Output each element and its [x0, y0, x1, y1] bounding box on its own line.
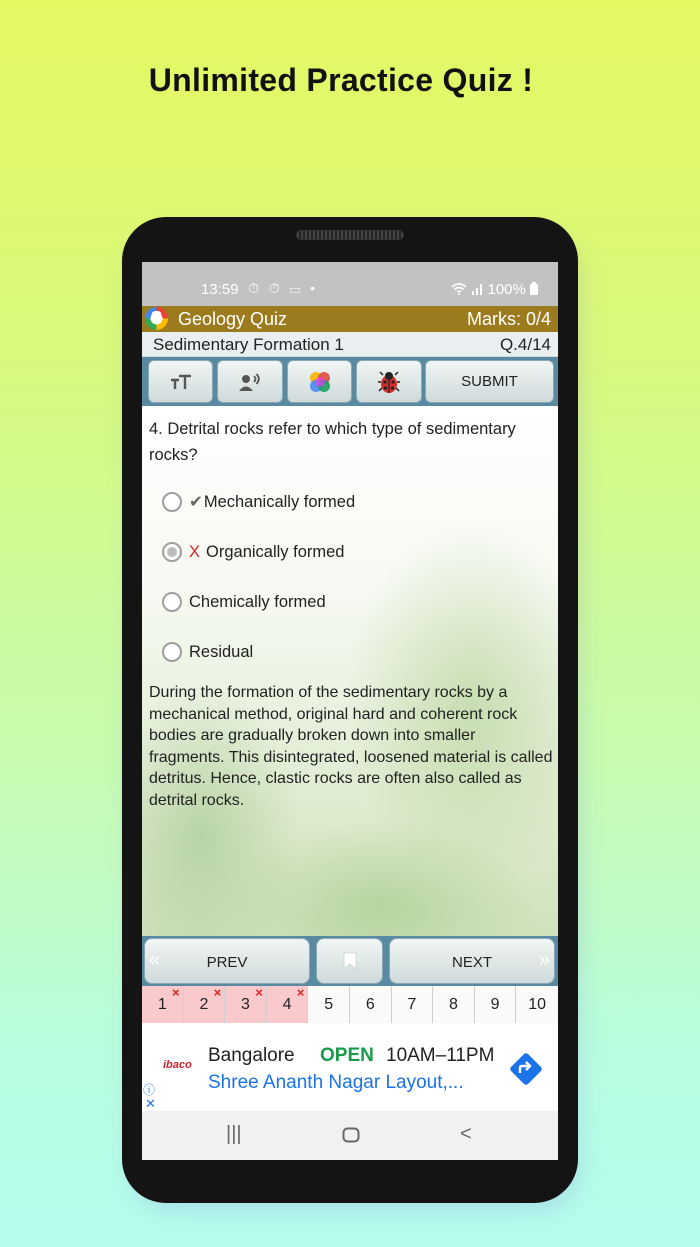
battery-percent: 100% [487, 281, 526, 298]
option-3-label: Chemically formed [189, 592, 326, 611]
next-button[interactable] [389, 938, 555, 984]
bookmark-button[interactable] [316, 938, 383, 984]
pager-item-6[interactable] [350, 986, 392, 1023]
option-4-label: Residual [189, 642, 254, 661]
pager-item-3[interactable] [225, 986, 267, 1023]
app-title: Geology Quiz [178, 309, 288, 329]
marks-counter: Marks: 0/4 [466, 309, 551, 329]
next-chevron-icon: » [538, 949, 550, 971]
pager-item-label: 3 [241, 996, 250, 1013]
option-1-radio[interactable] [162, 492, 182, 512]
submit-button[interactable]: SUBMIT [425, 360, 554, 403]
directions-icon[interactable] [508, 1051, 544, 1087]
signal-icon [471, 283, 483, 295]
toolbar [142, 357, 558, 406]
text-size-icon [170, 374, 192, 390]
next-label: NEXT [451, 954, 492, 971]
option-3-radio[interactable] [162, 592, 182, 612]
pager-item-label: 4 [282, 996, 292, 1013]
navigation-bar [142, 936, 558, 986]
pager-item-label: 2 [199, 996, 209, 1013]
ad-info-icon[interactable]: ⓘ [143, 1083, 156, 1097]
ad-open-status: OPEN [320, 1045, 374, 1066]
headline: Unlimited Practice Quiz ! [148, 62, 534, 98]
back-icon[interactable]: < [460, 1123, 472, 1145]
pager-item-8[interactable] [433, 986, 475, 1023]
ad-logo: ibaco [163, 1059, 192, 1071]
app-logo-icon [145, 307, 168, 330]
pager-item-label: 6 [365, 996, 375, 1013]
phone-frame [122, 217, 578, 1203]
status-bar [142, 262, 558, 306]
prev-chevron-icon: « [149, 949, 161, 971]
text-to-speech-button[interactable] [217, 360, 283, 403]
ad-banner[interactable] [142, 1023, 558, 1111]
ad-city: Bangalore [208, 1045, 295, 1066]
option-2[interactable] [162, 540, 345, 564]
option-2-label: Organically formed [206, 542, 345, 561]
text-size-button[interactable] [148, 360, 213, 403]
option-1[interactable] [162, 490, 355, 514]
bookmark-icon [343, 952, 357, 970]
answer-explanation: During the formation of the sedimentary rocks by a mechanical method, original hard and coherent rock bodies are gradually broken down into smaller fragments. This disintegrated, loosened material is called detritus. Hence, clastic rocks are often also called as detrital rocks. [149, 684, 553, 809]
pager-item-4[interactable] [267, 986, 309, 1023]
pager-item-label: 7 [407, 996, 417, 1013]
pager-item-label: 9 [490, 996, 500, 1013]
pager-wrong-icon: × [172, 985, 180, 1000]
question-pager [142, 986, 558, 1023]
topic-title: Sedimentary Formation 1 [153, 335, 344, 354]
theme-button[interactable] [287, 360, 352, 403]
question-area [142, 406, 558, 936]
color-palette-icon [307, 369, 333, 395]
pager-item-9[interactable] [475, 986, 517, 1023]
speaker-person-icon [239, 373, 261, 391]
question-counter: Q.4/14 [499, 335, 551, 354]
home-icon[interactable] [342, 1127, 360, 1143]
pager-item-label: 10 [528, 996, 547, 1013]
option-2-radio[interactable] [162, 542, 182, 562]
prev-button[interactable] [144, 938, 310, 984]
pager-wrong-icon: × [255, 985, 263, 1000]
ad-close-icon[interactable]: ✕ [145, 1096, 156, 1111]
report-bug-button[interactable] [356, 360, 422, 403]
pager-item-1[interactable] [142, 986, 184, 1023]
app-bar [142, 306, 558, 332]
pager-wrong-icon: × [296, 985, 305, 1000]
option-1-correct-mark: ✔ [189, 493, 203, 511]
question-text: 4. Detrital rocks refer to which type of sedimentary rocks? [149, 420, 516, 464]
battery-icon [530, 282, 538, 295]
option-3[interactable] [162, 590, 326, 614]
pager-item-10[interactable] [516, 986, 558, 1023]
recent-apps-icon[interactable]: ||| [226, 1123, 242, 1145]
pager-item-label: 5 [324, 996, 334, 1013]
ladybug-icon [377, 370, 401, 394]
option-4-radio[interactable] [162, 642, 182, 662]
wifi-icon [451, 283, 467, 295]
ad-hours: 10AM–11PM [386, 1045, 495, 1066]
ad-address[interactable]: Shree Ananth Nagar Layout,... [208, 1072, 464, 1093]
status-battery [451, 281, 538, 298]
pager-item-5[interactable] [308, 986, 350, 1023]
option-2-wrong-mark: X [189, 542, 201, 561]
system-navigation-bar [142, 1111, 558, 1160]
pager-item-label: 1 [157, 996, 167, 1013]
pager-item-label: 8 [449, 996, 458, 1013]
prev-label: PREV [206, 954, 248, 971]
pager-wrong-icon: × [213, 985, 222, 1000]
screen [142, 262, 558, 1160]
option-1-label: Mechanically formed [203, 492, 356, 511]
pager-item-2[interactable] [184, 986, 226, 1023]
pager-item-7[interactable] [392, 986, 434, 1023]
option-4[interactable] [162, 640, 253, 664]
status-notification-icons: ⏱ ⏱ ▭ • [248, 280, 319, 296]
speaker-grille [296, 230, 404, 240]
status-time: 13:59 [201, 281, 239, 298]
topic-bar [142, 332, 558, 357]
